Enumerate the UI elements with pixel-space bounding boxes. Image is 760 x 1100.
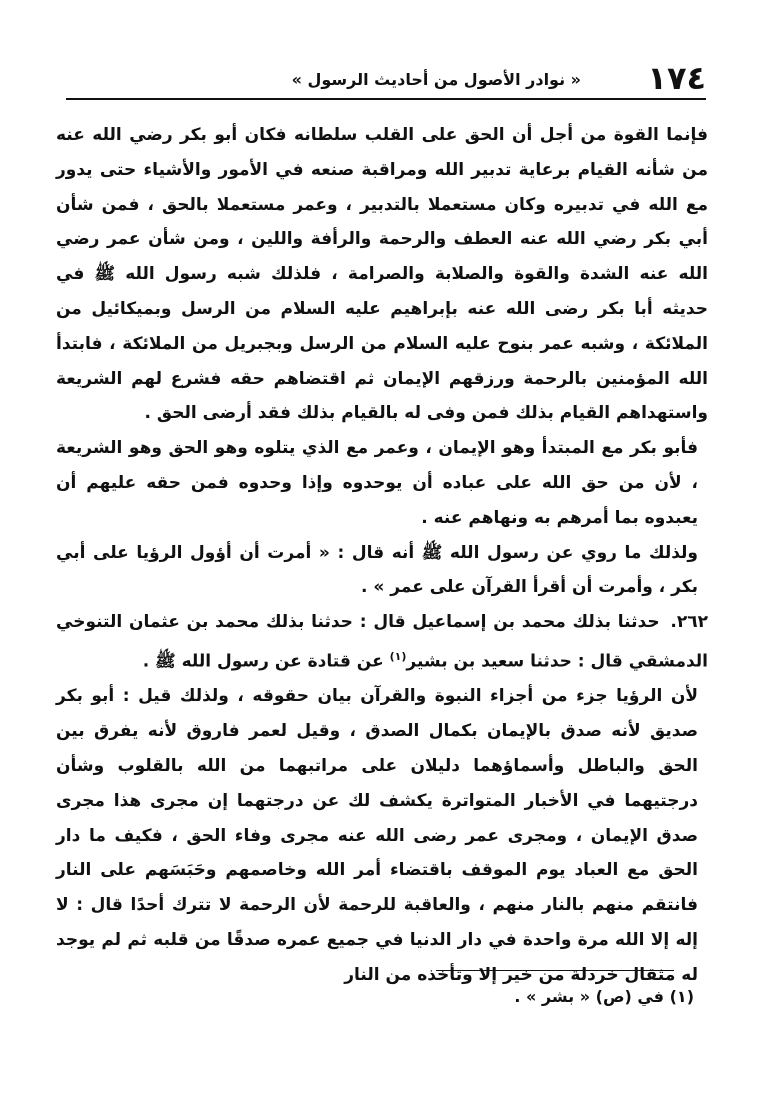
footnote-text: في (ص) « بشر » . [514,987,665,1006]
paragraph-3: ولذلك ما روي عن رسول الله ﷺ أنه قال : « أمرت أن أؤول الرؤيا على أبي بكر ، وأمرت أن أقرأ القرآن على عمر » . [56,542,698,598]
footnote-marker: (١) [669,987,694,1006]
hadith-number: ٢٦٢. [670,612,708,633]
paragraph-1: فإنما القوة من أجل أن الحق على القلب سلطانه فكان أبو بكر رضي الله عنه من شأنه القيام برعاية تدبير الله ومراقبة صنعه في الأمور والأشياء حتى يدور مع الله في تدبيره وكان مستعملا بالتدبير ، وعمر مستعملا بالحق ، فمن شأن أبي بكر رضي الله عنه العطف والرحمة والرأفة واللين ، ومن شأن عمر رضي الله عنه الشدة والقوة والصلابة والصرامة ، فلذلك شبه رسول الله ﷺ في حديثه أبا بكر رضى الله عنه بإبراهيم عليه السلام من الرسل وبميكائيل من الملائكة ، وشبه عمر بنوح عليه السلام من الرسل وبجبريل من الملائكة ، فابتدأ الله المؤمنين بالرحمة ورزقهم الإيمان ثم اقتضاهم حقه فشرع لهم الشريعة واستهداهم القيام بذلك فمن وفى له بالقيام بذلك فقد أرضى الحق . [56,125,708,424]
hadith-chain: بذلك محمد بن إسماعيل قال : حدثنا بذلك محمد بن عثمان التنوخي الدمشقي قال : حدثنا سعيد بن بشير [56,612,708,672]
footnote [514,987,694,1006]
footnote-reference: (١) [389,649,407,663]
main-text [56,118,708,993]
paragraph-4: لأن الرؤيا جزء من أجزاء النبوة والقرآن بيان حقوقه ، ولذلك قيل : أبو بكر صديق لأنه صدق بالإيمان بكمال الصدق ، وقيل لعمر فاروق لأنه يفرق بين الحق والباطل وأسماؤهما دليلان على مراتبهما من الله بالقلوب وشأن درجتيهما في الأخبار المتواترة يكشف لك عن درجتهما إن مجرى هذا مجرى صدق الإيمان ، ومجرى عمر رضى الله عنه مجرى وفاء الحق ، فكيف ما دار الحق مع العباد يوم الموقف باقتضاء أمر الله وخاصمهم وحَبَسَهم على النار فانتقم منهم بالنار منهم ، والعاقبة للرحمة لأن الرحمة لا تترك أحدًا قال : لا إله إلا الله مرة واحدة في دار الدنيا في جميع عمره صدقًا من قلبه ثم لم يوجد له مثقال خردلة من خير إلا وتأخذه من النار [56,686,698,985]
hadith-lead: حدثنا [617,612,660,633]
paragraph-2: فأبو بكر مع المبتدأ وهو الإيمان ، وعمر مع الذي يتلوه وهو الحق وهو الشريعة ، لأن من حق الله على عباده أن يوحدوه وإذا وحدوه فمن حقه عليهم أن يعبدوه بما أمرهم به ونهاهم عنه . [56,438,698,528]
page-header [66,58,706,100]
page-number: ١٧٤ [647,59,706,97]
hadith-paragraph [56,605,708,679]
footnote-separator [436,970,674,971]
hadith-chain-end: عن قتادة عن رسول الله ﷺ . [142,651,384,672]
running-title: « نوادر الأصول من أحاديث الرسول » [291,70,581,89]
